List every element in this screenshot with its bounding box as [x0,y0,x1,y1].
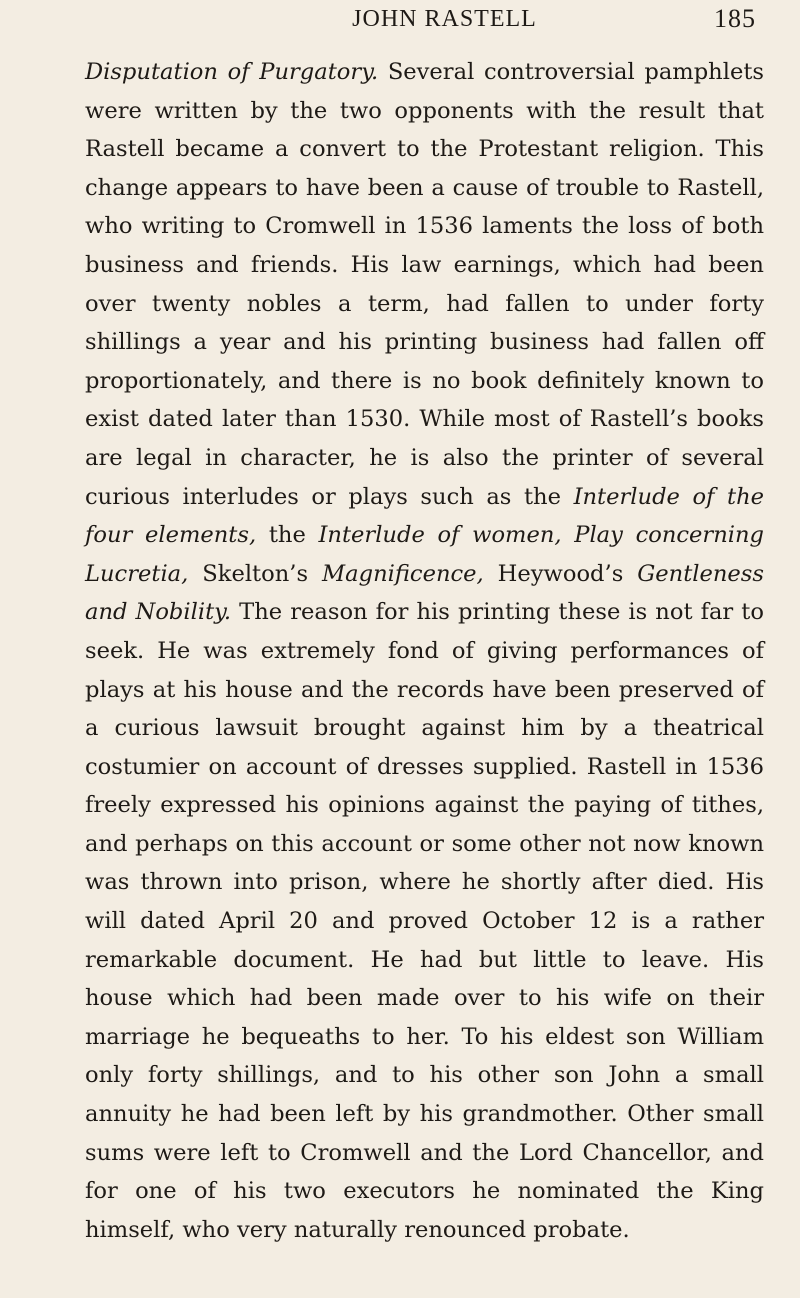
text-run: Heywood’s [483,560,638,587]
paragraph [85,53,764,1249]
italic-title-magnificence: Magnificence, [322,560,484,587]
text-run: The reason for his printing these is not far to seek. He was extremely fond of giving performances of plays at his house and the records have been preserved of a curious lawsuit brought against him by a theatrical costumier on account of dresses supplied. Rastell in 1536 freely expressed his opinions against the paying of tithes, and perhaps on this account or some other not now known was thrown into prison, where he shortly after died. His will dated April 20 and proved October 12 is a rather remarkable document. He had but little to leave. His house which had been made over to his wife on their marriage he bequeaths to her. To his eldest son William only forty shillings, and to his other son John a small annuity he had been left by his grandmother. Other small sums were left to Cromwell and the Lord Chancellor, and for one of his two executors he nominated the King himself, who very naturally renounced probate. [85,599,764,1243]
italic-title-four-elements: Interlude of the four elements, [85,483,765,549]
italic-title-disputation: Disputation of Purgatory. [85,59,379,85]
text-run: the [256,522,319,549]
text-run: Several controversial pamphlets were written by the two opponents with the result that Rastell became a convert to the Protestant religion. This change appears to have been a cause of trouble to Rastell, who writing to Cromwell in 1536 laments the loss of both business and friends. His law earnings, which had been over twenty nobles a term, had fallen to under forty shillings a year and his printing business had fallen off proportionately, and there is no book definitely known to exist dated later than 1530. While most of Rastell’s books are legal in character, he is also the printer of several curious interludes or plays such as the [85,59,764,510]
running-title: JOHN RASTELL [352,6,537,32]
body-text [85,53,764,1249]
running-head [85,0,764,38]
text-run: Skelton’s [188,560,323,587]
italic-title-gentleness: Gentleness and Nobility. [85,560,764,626]
page-number: 185 [714,4,756,33]
italic-title-women-lucretia: Interlude of women, Play concerning Lucretia, [85,522,764,587]
